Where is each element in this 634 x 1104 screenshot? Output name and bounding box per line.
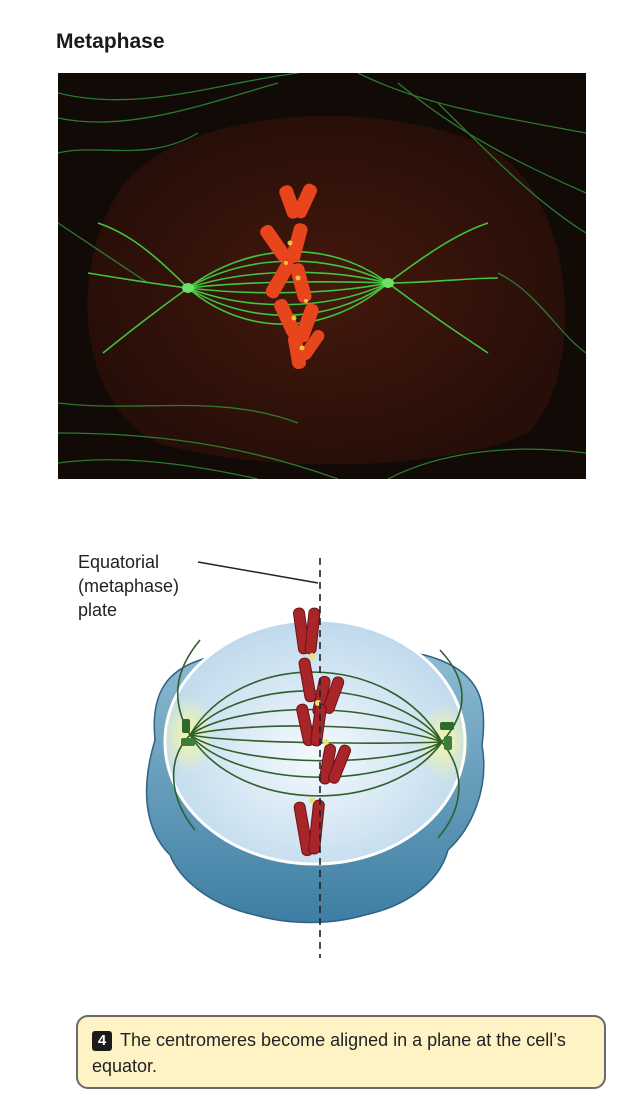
caption-text: The centromeres become aligned in a plane at the cell’s equator. xyxy=(92,1030,566,1076)
step-number-badge: 4 xyxy=(92,1031,112,1051)
spindle-pole-right xyxy=(382,278,394,288)
label-line-2: (metaphase) xyxy=(78,576,180,596)
label-line-1: Equatorial xyxy=(78,552,160,572)
step-caption xyxy=(76,1015,606,1089)
page-title: Metaphase xyxy=(56,30,165,53)
label-line-3: plate xyxy=(78,600,118,620)
metaphase-micrograph xyxy=(58,73,586,479)
metaphase-cell-diagram xyxy=(0,490,634,990)
spindle-pole-left xyxy=(182,283,194,293)
label-pointer-line xyxy=(198,562,318,583)
